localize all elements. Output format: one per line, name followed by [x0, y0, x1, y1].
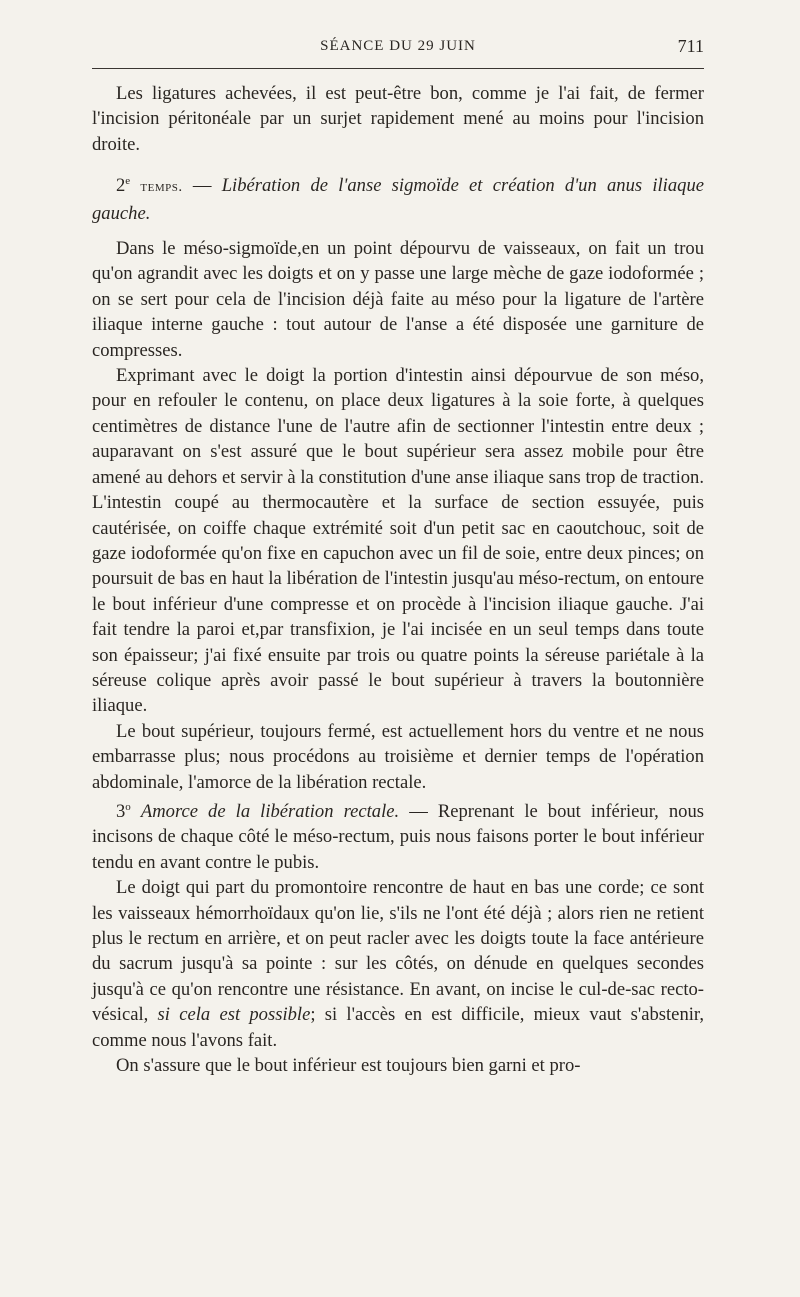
- section-number-suffix: e: [125, 175, 131, 188]
- paragraph: On s'assure que le bout inférieur est toujours bien garni et pro-: [116, 1055, 581, 1077]
- header-rule: [92, 68, 704, 69]
- section-number: 2: [116, 175, 126, 197]
- section-heading-2: [92, 169, 704, 226]
- paragraph: Le bout supérieur, toujours fermé, est actuellement hors du ventre et ne nous embarrasse plus; nous procédons au troisième et dernier temps de l'opération abdominale, l'amorce de la libération rectale.: [92, 720, 704, 793]
- paragraph: [92, 875, 704, 1053]
- section-title: Libération de l'anse sigmoïde et création d'un anus iliaque gauche.: [92, 175, 704, 224]
- section-dash: —: [182, 175, 222, 197]
- book-page: [92, 32, 704, 1078]
- running-title: SÉANCE DU 29 JUIN: [320, 38, 476, 54]
- emphasis-text: si cela est possible: [157, 1004, 311, 1026]
- page-body: [92, 81, 704, 1078]
- paragraph-text: Le doigt qui part du promontoire rencontre de haut en bas une corde; ce sont les vaisseaux hémorrhoïdaux qu'on lie, s'ils ne l'ont été déjà ; alors rien ne retient plus le rectum en arrière, et on peut racler avec les doigts toute la face antérieure du sacrum jusqu'à sa pointe : sur les côtés, on dénude en quelques secondes jusqu'à ce qu'on rencontre une résistance. En avant, on incise le cul-de-sac recto-vésical,: [92, 877, 704, 1026]
- section-label: temps.: [140, 179, 183, 196]
- page-header: [92, 32, 704, 68]
- paragraph-text: ; si l'accès en est difficile, mieux vaut s'abstenir, comme nous l'avons fait.: [92, 1004, 704, 1051]
- paragraph: Dans le méso-sigmoïde,en un point dépourvu de vaisseaux, on fait un trou qu'on agrandit avec les doigts et on y passe une large mèche de gaze iodoformée ; on se sert pour cela de l'incision déjà faite au méso pour la ligature de l'artère iliaque interne gauche : tout autour de l'anse a été disposée une garniture de compresses.: [92, 238, 704, 361]
- paragraph: Les ligatures achevées, il est peut-être bon, comme je l'ai fait, de fermer l'incision péritonéale par un surjet rapidement mené au moins pour l'incision droite.: [92, 83, 704, 155]
- section-heading-3: [92, 795, 704, 875]
- page-number: 711: [677, 36, 704, 56]
- section-number: 3: [116, 800, 126, 822]
- paragraph: Exprimant avec le doigt la portion d'intestin ainsi dépourvue de son méso, pour en refouler le contenu, on place deux ligatures à la soie forte, à quelques centimètres de distance l'une de l'autre afin de sectionner l'intestin entre deux ; auparavant on s'est assuré que le bout supérieur sera assez mobile pour être amené au dehors et servir à la constitution d'une anse iliaque sans trop de traction. L'intestin coupé au thermocautère et la surface de section essuyée, puis cautérisée, on coiffe chaque extrémité soit d'un petit sac en caoutchouc, soit de gaze iodoformée qu'on fixe en capuchon avec un fil de soie, entre deux pinces; on poursuit de bas en haut la libération de l'intestin jusqu'au méso-rectum, on entoure le bout inférieur d'une compresse et on procède à l'incision iliaque gauche. J'ai fait tendre la paroi et,par transfixion, je l'ai incisée en un seul temps dans toute son épaisseur; j'ai fixé ensuite par trois ou quatre points la séreuse pariétale à la séreuse colique après avoir passé le bout supérieur à travers la boutonnière iliaque.: [92, 365, 704, 717]
- section-title: Amorce de la libération rectale.: [140, 800, 400, 822]
- section-number-suffix: o: [125, 800, 131, 813]
- section-text: — Reprenant le bout inférieur, nous incisons de chaque côté le méso-rectum, puis nous faisons porter le bout inférieur tendu en avant contre le pubis.: [92, 800, 704, 873]
